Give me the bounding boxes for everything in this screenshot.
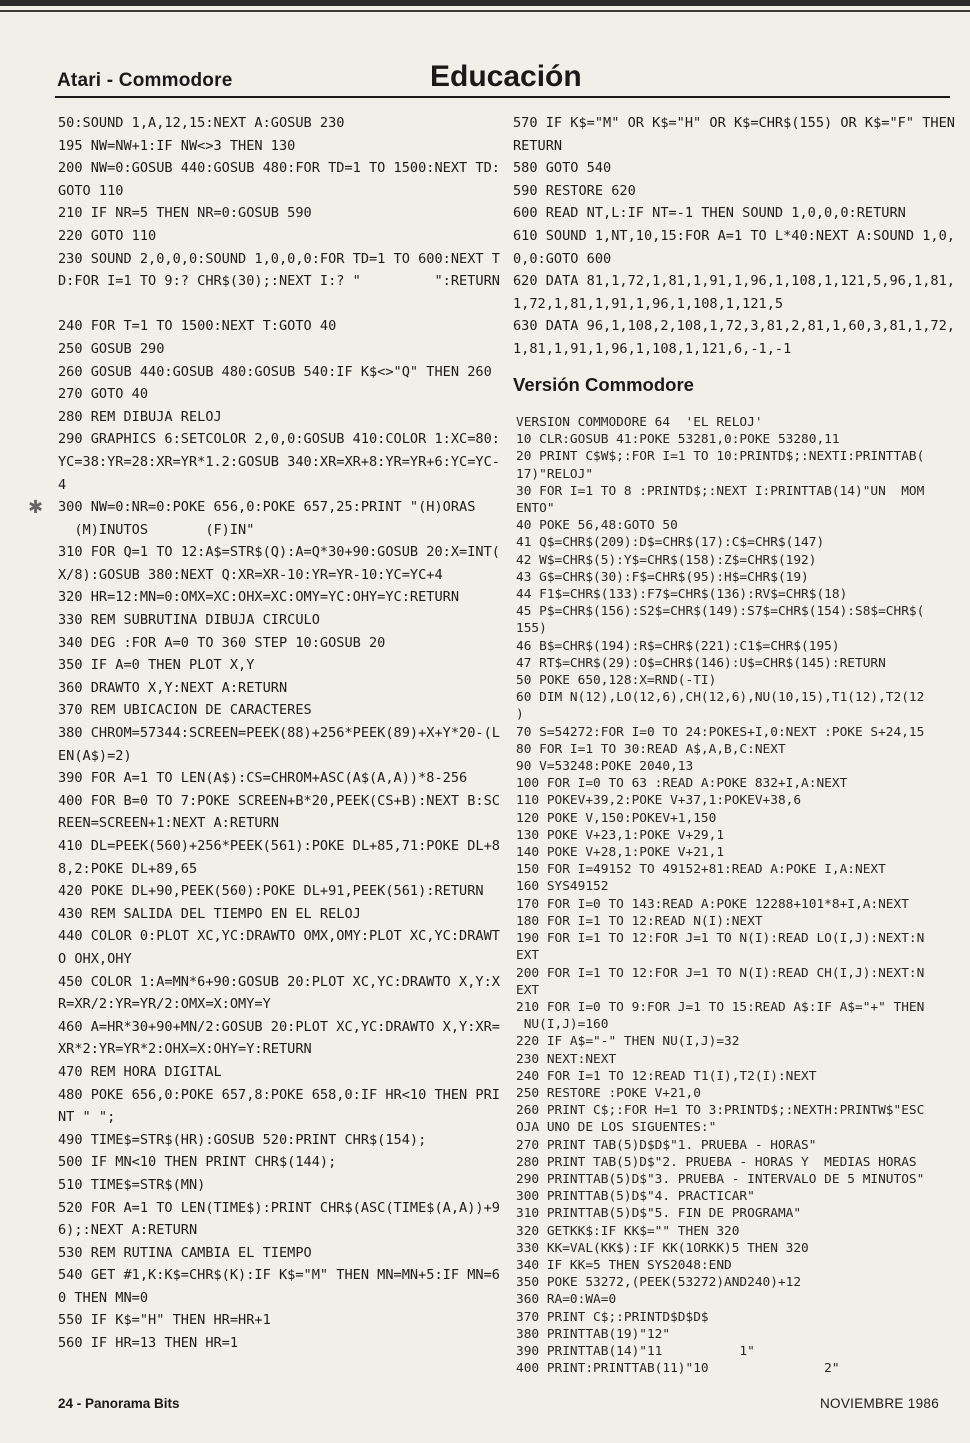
code-line: YC=38:YR=28:XR=YR*1.2:GOSUB 340:XR=XR+8:YR=YR+6:YC=YC- [58, 453, 500, 470]
code-line: 260 PRINT C$;:FOR H=1 TO 3:PRINTD$;:NEXTH:PRINTW$"ESC [516, 1103, 925, 1119]
code-line: 440 COLOR 0:PLOT XC,YC:DRAWTO OMX,OMY:PLOT XC,YC:DRAWT [58, 928, 500, 945]
code-line: 380 PRINTTAB(19)"12" [516, 1326, 671, 1342]
code-line: 370 PRINT C$;:PRINTD$D$D$ [516, 1309, 709, 1325]
margin-mark-icon: ✱ [28, 497, 44, 517]
code-line: 4 [58, 476, 67, 493]
code-line: 190 FOR I=1 TO 12:FOR J=1 TO N(I):READ LO(I,J):NEXT:N [516, 931, 925, 947]
code-line: 610 SOUND 1,NT,10,15:FOR A=1 TO L*40:NEXT A:SOUND 1,0, [513, 227, 955, 244]
code-line: 47 RT$=CHR$(29):O$=CHR$(146):U$=CHR$(145):RETURN [516, 655, 886, 671]
code-line: 430 REM SALIDA DEL TIEMPO EN EL RELOJ [58, 905, 361, 922]
code-line: 80 FOR I=1 TO 30:READ A$,A,B,C:NEXT [516, 741, 786, 757]
code-line: 330 KK=VAL(KK$):IF KK(1ORKK)5 THEN 320 [516, 1240, 809, 1256]
code-line: NU(I,J)=160 [516, 1017, 609, 1033]
code-line: 120 POKE V,150:POKEV+1,150 [516, 810, 717, 826]
code-line: 42 W$=CHR$(5):Y$=CHR$(158):Z$=CHR$(192) [516, 552, 817, 568]
code-line: 240 FOR I=1 TO 12:READ T1(I),T2(I):NEXT [516, 1068, 817, 1084]
code-line: 600 READ NT,L:IF NT=-1 THEN SOUND 1,0,0,0:RETURN [513, 205, 906, 222]
code-line: 550 IF K$="H" THEN HR=HR+1 [58, 1312, 271, 1329]
code-line: 280 REM DIBUJA RELOJ [58, 408, 222, 425]
code-line: 390 PRINTTAB(14)"11 1" [516, 1343, 755, 1359]
code-line: 350 POKE 53272,(PEEK(53272)AND240)+12 [516, 1275, 802, 1291]
code-line: EXT [516, 982, 540, 998]
code-line: D:FOR I=1 TO 9:? CHR$(30);:NEXT I:? " ":RETURN [58, 273, 500, 290]
code-line: 350 IF A=0 THEN PLOT X,Y [58, 657, 255, 674]
code-line: 260 GOSUB 440:GOSUB 480:GOSUB 540:IF K$<>"Q" THEN 260 [58, 363, 492, 380]
version-heading: Versión Commodore [513, 374, 694, 395]
code-line: 330 REM SUBRUTINA DIBUJA CIRCULO [58, 612, 320, 629]
code-line: 210 IF NR=5 THEN NR=0:GOSUB 590 [58, 205, 312, 222]
code-line: 0 THEN MN=0 [58, 1289, 149, 1306]
listing-right-top [513, 112, 953, 361]
code-line: 630 DATA 96,1,108,2,108,1,72,3,81,2,81,1,60,3,81,1,72, [513, 318, 955, 335]
code-line: 480 POKE 656,0:POKE 657,8:POKE 658,0:IF HR<10 THEN PRI [58, 1086, 500, 1103]
code-line: XR*2:YR=YR*2:OHX=X:OHY=Y:RETURN [58, 1041, 312, 1058]
code-line: X/8):GOSUB 380:NEXT Q:XR=XR-10:YR=YR-10:YC=YC+4 [58, 566, 443, 583]
code-line: 310 PRINTTAB(5)D$"5. FIN DE PROGRAMA" [516, 1206, 802, 1222]
code-line: 450 COLOR 1:A=MN*6+90:GOSUB 20:PLOT XC,YC:DRAWTO X,Y:X [58, 973, 500, 990]
code-line: 46 B$=CHR$(194):R$=CHR$(221):C1$=CHR$(195) [516, 638, 840, 654]
code-line: ENTO" [516, 501, 555, 517]
code-line: 400 FOR B=0 TO 7:POKE SCREEN+B*20,PEEK(CS+B):NEXT B:SC [58, 792, 500, 809]
code-line: 570 IF K$="M" OR K$="H" OR K$=CHR$(155) OR K$="F" THEN [513, 115, 955, 131]
code-line: 380 CHROM=57344:SCREEN=PEEK(88)+256*PEEK(89)+X+Y*20-(L [58, 725, 500, 742]
code-line: 290 PRINTTAB(5)D$"3. PRUEBA - INTERVALO DE 5 MINUTOS" [516, 1171, 925, 1187]
code-line: 90 V=53248:POKE 2040,13 [516, 759, 694, 775]
code-line: 130 POKE V+23,1:POKE V+29,1 [516, 827, 725, 843]
code-line: 1,72,1,81,1,91,1,96,1,108,1,121,5 [513, 295, 784, 312]
code-line: 510 TIME$=STR$(MN) [58, 1176, 206, 1193]
code-line: 250 GOSUB 290 [58, 340, 165, 357]
code-line: GOTO 110 [58, 182, 124, 199]
code-line: 40 POKE 56,48:GOTO 50 [516, 518, 678, 534]
code-line: (M)INUTOS (F)IN" [58, 521, 255, 538]
code-line: 530 REM RUTINA CAMBIA EL TIEMPO [58, 1244, 312, 1261]
code-line: 110 POKEV+39,2:POKE V+37,1:POKEV+38,6 [516, 793, 802, 809]
code-line: 230 SOUND 2,0,0,0:SOUND 1,0,0,0:FOR TD=1 TO 600:NEXT T [58, 250, 500, 267]
code-line: 280 PRINT TAB(5)D$"2. PRUEBA - HORAS Y MEDIAS HORAS [516, 1154, 917, 1170]
code-line: 580 GOTO 540 [513, 160, 612, 177]
code-line: 200 FOR I=1 TO 12:FOR J=1 TO N(I):READ CH(I,J):NEXT:N [516, 965, 925, 981]
code-line: 420 POKE DL+90,PEEK(560):POKE DL+91,PEEK(561):RETURN [58, 883, 484, 900]
code-line: 540 GET #1,K:K$=CHR$(K):IF K$="M" THEN MN=MN+5:IF MN=6 [58, 1267, 500, 1284]
code-line: 44 F1$=CHR$(133):F7$=CHR$(136):RV$=CHR$(18) [516, 587, 848, 603]
code-line: 290 GRAPHICS 6:SETCOLOR 2,0,0:GOSUB 410:COLOR 1:XC=80: [58, 431, 500, 448]
code-line: 300 PRINTTAB(5)D$"4. PRACTICAR" [516, 1189, 755, 1205]
code-line: 520 FOR A=1 TO LEN(TIME$):PRINT CHR$(ASC(TIME$(A,A))+9 [58, 1199, 500, 1216]
code-line: 410 DL=PEEK(560)+256*PEEK(561):POKE DL+85,71:POKE DL+8 [58, 838, 500, 854]
code-line: RETURN [513, 137, 563, 154]
code-line: 210 FOR I=0 TO 9:FOR J=1 TO 15:READ A$:IF A$="+" THEN [516, 999, 925, 1015]
code-line: 390 FOR A=1 TO LEN(A$):CS=CHROM+ASC(A$(A,A))*8-256 [58, 770, 468, 787]
code-line: ) [516, 707, 524, 723]
code-line: 43 G$=CHR$(30):F$=CHR$(95):H$=CHR$(19) [516, 569, 809, 585]
code-line: 220 IF A$="-" THEN NU(I,J)=32 [516, 1034, 740, 1050]
code-line: 45 P$=CHR$(156):S2$=CHR$(149):S7$=CHR$(154):S8$=CHR$( [516, 604, 925, 620]
code-line: 470 REM HORA DIGITAL [58, 1063, 222, 1080]
top-border-thin [0, 10, 970, 12]
code-line: 8,2:POKE DL+89,65 [58, 860, 198, 877]
code-line: 460 A=HR*30+90+MN/2:GOSUB 20:PLOT XC,YC:DRAWTO X,Y:XR= [58, 1018, 500, 1035]
code-line [58, 293, 494, 316]
section-title: Educación [430, 60, 582, 93]
code-line: 340 IF KK=5 THEN SYS2048:END [516, 1257, 732, 1273]
code-line: 340 DEG :FOR A=0 TO 360 STEP 10:GOSUB 20 [58, 634, 386, 651]
listing-commodore [516, 414, 956, 1377]
code-line: 1,81,1,91,1,96,1,108,1,121,6,-1,-1 [513, 340, 792, 357]
code-line: 310 FOR Q=1 TO 12:A$=STR$(Q):A=Q*30+90:GOSUB 20:X=INT( [58, 544, 500, 561]
code-line: 140 POKE V+28,1:POKE V+21,1 [516, 845, 725, 861]
code-line: NT " "; [58, 1109, 116, 1126]
page-footer-right: NOVIEMBRE 1986 [820, 1396, 939, 1411]
code-line: 6);:NEXT A:RETURN [58, 1222, 198, 1239]
code-line: 230 NEXT:NEXT [516, 1051, 617, 1067]
code-line: 160 SYS49152 [516, 879, 609, 895]
code-line: R=XR/2:YR=YR/2:OMX=X:OMY=Y [58, 996, 271, 1013]
code-line: 590 RESTORE 620 [513, 182, 636, 199]
code-line: 360 DRAWTO X,Y:NEXT A:RETURN [58, 679, 288, 696]
code-line: 400 PRINT:PRINTTAB(11)"10 2" [516, 1361, 840, 1377]
code-line: 70 S=54272:FOR I=0 TO 24:POKES+I,0:NEXT :POKE S+24,15 [516, 724, 925, 740]
code-line: EXT [516, 948, 540, 964]
code-line: 370 REM UBICACION DE CARACTERES [58, 702, 312, 719]
code-line: EN(A$)=2) [58, 747, 132, 764]
code-line: REEN=SCREEN+1:NEXT A:RETURN [58, 815, 279, 832]
header-rule [55, 96, 950, 98]
code-line: 250 RESTORE :POKE V+21,0 [516, 1085, 701, 1101]
code-line: OJA UNO DE LOS SIGUENTES:" [516, 1120, 717, 1136]
code-line: 0,0:GOTO 600 [513, 250, 612, 267]
code-line: 620 DATA 81,1,72,1,81,1,91,1,96,1,108,1,121,5,96,1,81, [513, 273, 955, 290]
code-line: 300 NW=0:NR=0:POKE 656,0:POKE 657,25:PRINT "(H)ORAS [58, 499, 476, 516]
code-line: 490 TIME$=STR$(HR):GOSUB 520:PRINT CHR$(154); [58, 1131, 427, 1148]
code-line: 500 IF MN<10 THEN PRINT CHR$(144); [58, 1154, 337, 1171]
page-footer-left: 24 - Panorama Bits [58, 1396, 180, 1411]
code-line: 100 FOR I=0 TO 63 :READ A:POKE 832+I,A:NEXT [516, 776, 848, 792]
code-line: VERSION COMMODORE 64 'EL RELOJ' [516, 415, 763, 430]
code-line: 50 POKE 650,128:X=RND(-TI) [516, 673, 717, 689]
code-line: 270 GOTO 40 [58, 386, 149, 403]
code-line: 180 FOR I=1 TO 12:READ N(I):NEXT [516, 913, 763, 929]
code-line: 320 HR=12:MN=0:OMX=XC:OHX=XC:OMY=YC:OHY=YC:RETURN [58, 589, 460, 606]
code-line: 50:SOUND 1,A,12,15:NEXT A:GOSUB 230 [58, 115, 345, 131]
top-border [0, 0, 970, 6]
code-line: 41 Q$=CHR$(209):D$=CHR$(17):C$=CHR$(147) [516, 535, 825, 551]
code-line: 270 PRINT TAB(5)D$D$"1. PRUEBA - HORAS" [516, 1137, 817, 1153]
code-line: 20 PRINT C$W$;:FOR I=1 TO 10:PRINTD$;:NEXTI:PRINTTAB( [516, 449, 925, 465]
code-line: 195 NW=NW+1:IF NW<>3 THEN 130 [58, 137, 296, 154]
code-line: 320 GETKK$:IF KK$="" THEN 320 [516, 1223, 740, 1239]
code-line: 60 DIM N(12),LO(12,6),CH(12,6),NU(10,15),T1(12),T2(12 [516, 690, 925, 706]
section-label: Atari - Commodore [57, 70, 233, 91]
listing-left-column [58, 112, 500, 1355]
code-line: 560 IF HR=13 THEN HR=1 [58, 1335, 239, 1352]
code-line: 150 FOR I=49152 TO 49152+81:READ A:POKE I,A:NEXT [516, 862, 886, 878]
code-line: 170 FOR I=0 TO 143:READ A:POKE 12288+101*8+I,A:NEXT [516, 896, 909, 912]
code-line: 30 FOR I=1 TO 8 :PRINTD$;:NEXT I:PRINTTAB(14)"UN MOM [516, 483, 925, 499]
code-line: 155) [516, 621, 547, 637]
code-line: 10 CLR:GOSUB 41:POKE 53281,0:POKE 53280,11 [516, 432, 840, 448]
code-line: 360 RA=0:WA=0 [516, 1292, 617, 1308]
code-line: 17)"RELOJ" [516, 466, 594, 482]
code-line: 200 NW=0:GOSUB 440:GOSUB 480:FOR TD=1 TO 1500:NEXT TD: [58, 160, 500, 177]
code-line: 240 FOR T=1 TO 1500:NEXT T:GOTO 40 [58, 318, 337, 335]
code-line: 220 GOTO 110 [58, 227, 157, 244]
code-line: O OHX,OHY [58, 950, 132, 967]
